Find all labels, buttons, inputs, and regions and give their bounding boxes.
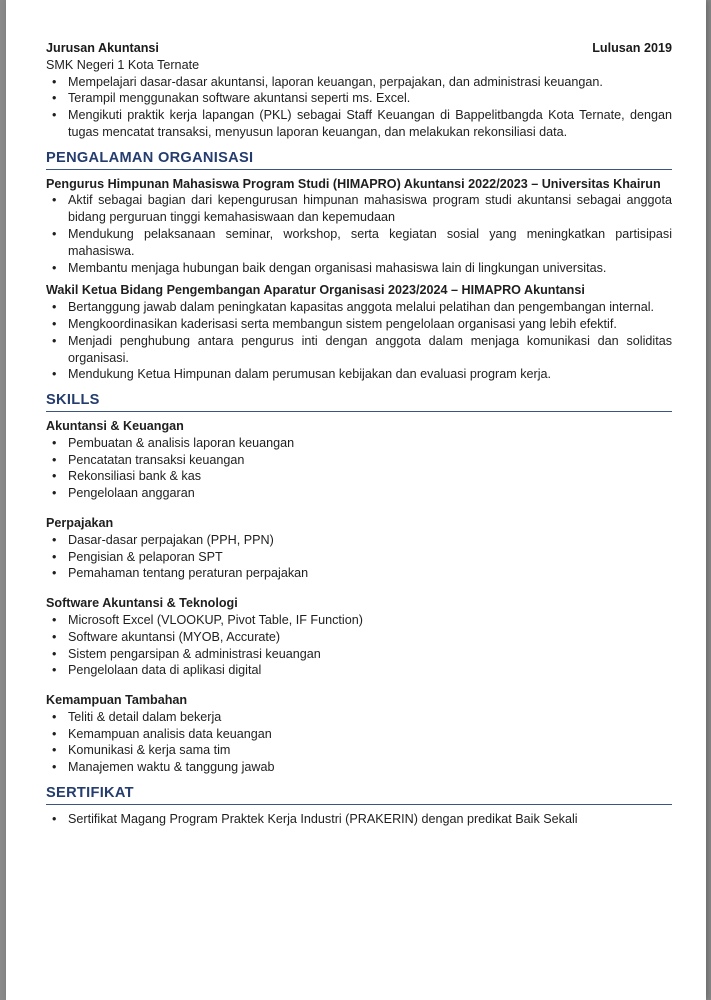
- skill-group-heading: Perpajakan: [46, 515, 114, 530]
- list-item: • Aktif sebagai bagian dari kepengurusan himpunan mahasiswa program studi akuntansi sebagai anggota bidang perguruan tinggi kemahasiswaan dan kepemudaan: [46, 192, 672, 226]
- list-item: • Pengisian & pelaporan SPT: [46, 549, 672, 566]
- list-item: • Software akuntansi (MYOB, Accurate): [46, 629, 672, 646]
- certificate-bullets: [46, 811, 672, 828]
- role-bullets: [46, 299, 672, 383]
- education-header: [46, 40, 672, 57]
- resume-page: [6, 0, 706, 1000]
- skill-group-heading: Akuntansi & Keuangan: [46, 418, 184, 433]
- education-section: [46, 40, 672, 141]
- list-item: • Pengelolaan anggaran: [46, 485, 672, 502]
- section-title-organization: PENGALAMAN ORGANISASI: [46, 150, 672, 170]
- list-item: • Pemahaman tentang peraturan perpajakan: [46, 565, 672, 582]
- list-item: • Teliti & detail dalam bekerja: [46, 709, 672, 726]
- section-title-certificates: SERTIFIKAT: [46, 785, 672, 805]
- resume-content: [46, 40, 672, 828]
- skill-bullets: [46, 532, 672, 582]
- list-item: • Pembuatan & analisis laporan keuangan: [46, 435, 672, 452]
- organization-role: [46, 282, 672, 383]
- list-item: • Rekonsiliasi bank & kas: [46, 468, 672, 485]
- skill-group: [46, 692, 672, 776]
- skill-group: [46, 595, 672, 679]
- list-item: • Dasar-dasar perpajakan (PPH, PPN): [46, 532, 672, 549]
- skill-bullets: [46, 435, 672, 502]
- section-title-skills: SKILLS: [46, 392, 672, 412]
- list-item: • Mendukung Ketua Himpunan dalam perumusan kebijakan dan evaluasi program kerja.: [46, 366, 672, 383]
- list-item: • Terampil menggunakan software akuntansi seperti ms. Excel.: [46, 90, 672, 107]
- education-bullets: [46, 74, 672, 141]
- skill-bullets: [46, 709, 672, 776]
- list-item: • Microsoft Excel (VLOOKUP, Pivot Table, IF Function): [46, 612, 672, 629]
- list-item: • Mengkoordinasikan kaderisasi serta membangun sistem pengelolaan organisasi yang lebih efektif.: [46, 316, 672, 333]
- list-item: • Menjadi penghubung antara pengurus inti dengan anggota dalam menjaga komunikasi dan soliditas organisasi.: [46, 333, 672, 367]
- list-item: • Manajemen waktu & tanggung jawab: [46, 759, 672, 776]
- list-item: • Mendukung pelaksanaan seminar, workshop, serta kegiatan sosial yang meningkatkan partisipasi mahasiswa.: [46, 226, 672, 260]
- education-school: SMK Negeri 1 Kota Ternate: [46, 57, 200, 72]
- list-item: • Sertifikat Magang Program Praktek Kerja Industri (PRAKERIN) dengan predikat Baik Sekali: [46, 811, 672, 828]
- list-item: • Komunikasi & kerja sama tim: [46, 742, 672, 759]
- education-graduation: Lulusan 2019: [592, 41, 672, 55]
- skill-group: [46, 418, 672, 502]
- list-item: • Kemampuan analisis data keuangan: [46, 726, 672, 743]
- role-heading: Pengurus Himpunan Mahasiswa Program Studi (HIMAPRO) Akuntansi 2022/2023 – Universitas Khairun: [46, 176, 661, 191]
- list-item: • Sistem pengarsipan & administrasi keuangan: [46, 646, 672, 663]
- skill-group-heading: Kemampuan Tambahan: [46, 693, 188, 708]
- skill-bullets: [46, 612, 672, 679]
- list-item: • Mengikuti praktik kerja lapangan (PKL) sebagai Staff Keuangan di Bappelitbangda Kota Ternate, dengan tugas mencatat transaksi, menyusun laporan keuangan, dan melakukan rekonsiliasi data.: [46, 107, 672, 141]
- list-item: • Pencatatan transaksi keuangan: [46, 452, 672, 469]
- list-item: • Mempelajari dasar-dasar akuntansi, laporan keuangan, perpajakan, dan administrasi keuangan.: [46, 74, 672, 91]
- organization-role: [46, 176, 672, 277]
- skill-group: [46, 515, 672, 582]
- role-heading: Wakil Ketua Bidang Pengembangan Aparatur Organisasi 2023/2024 – HIMAPRO Akuntansi: [46, 283, 585, 298]
- skill-group-heading: Software Akuntansi & Teknologi: [46, 596, 238, 611]
- list-item: • Membantu menjaga hubungan baik dengan organisasi mahasiswa lain di lingkungan universitas.: [46, 260, 672, 277]
- education-major: Jurusan Akuntansi: [46, 41, 159, 55]
- list-item: • Bertanggung jawab dalam peningkatan kapasitas anggota melalui pelatihan dan pengembangan internal.: [46, 299, 672, 316]
- list-item: • Pengelolaan data di aplikasi digital: [46, 662, 672, 679]
- role-bullets: [46, 192, 672, 276]
